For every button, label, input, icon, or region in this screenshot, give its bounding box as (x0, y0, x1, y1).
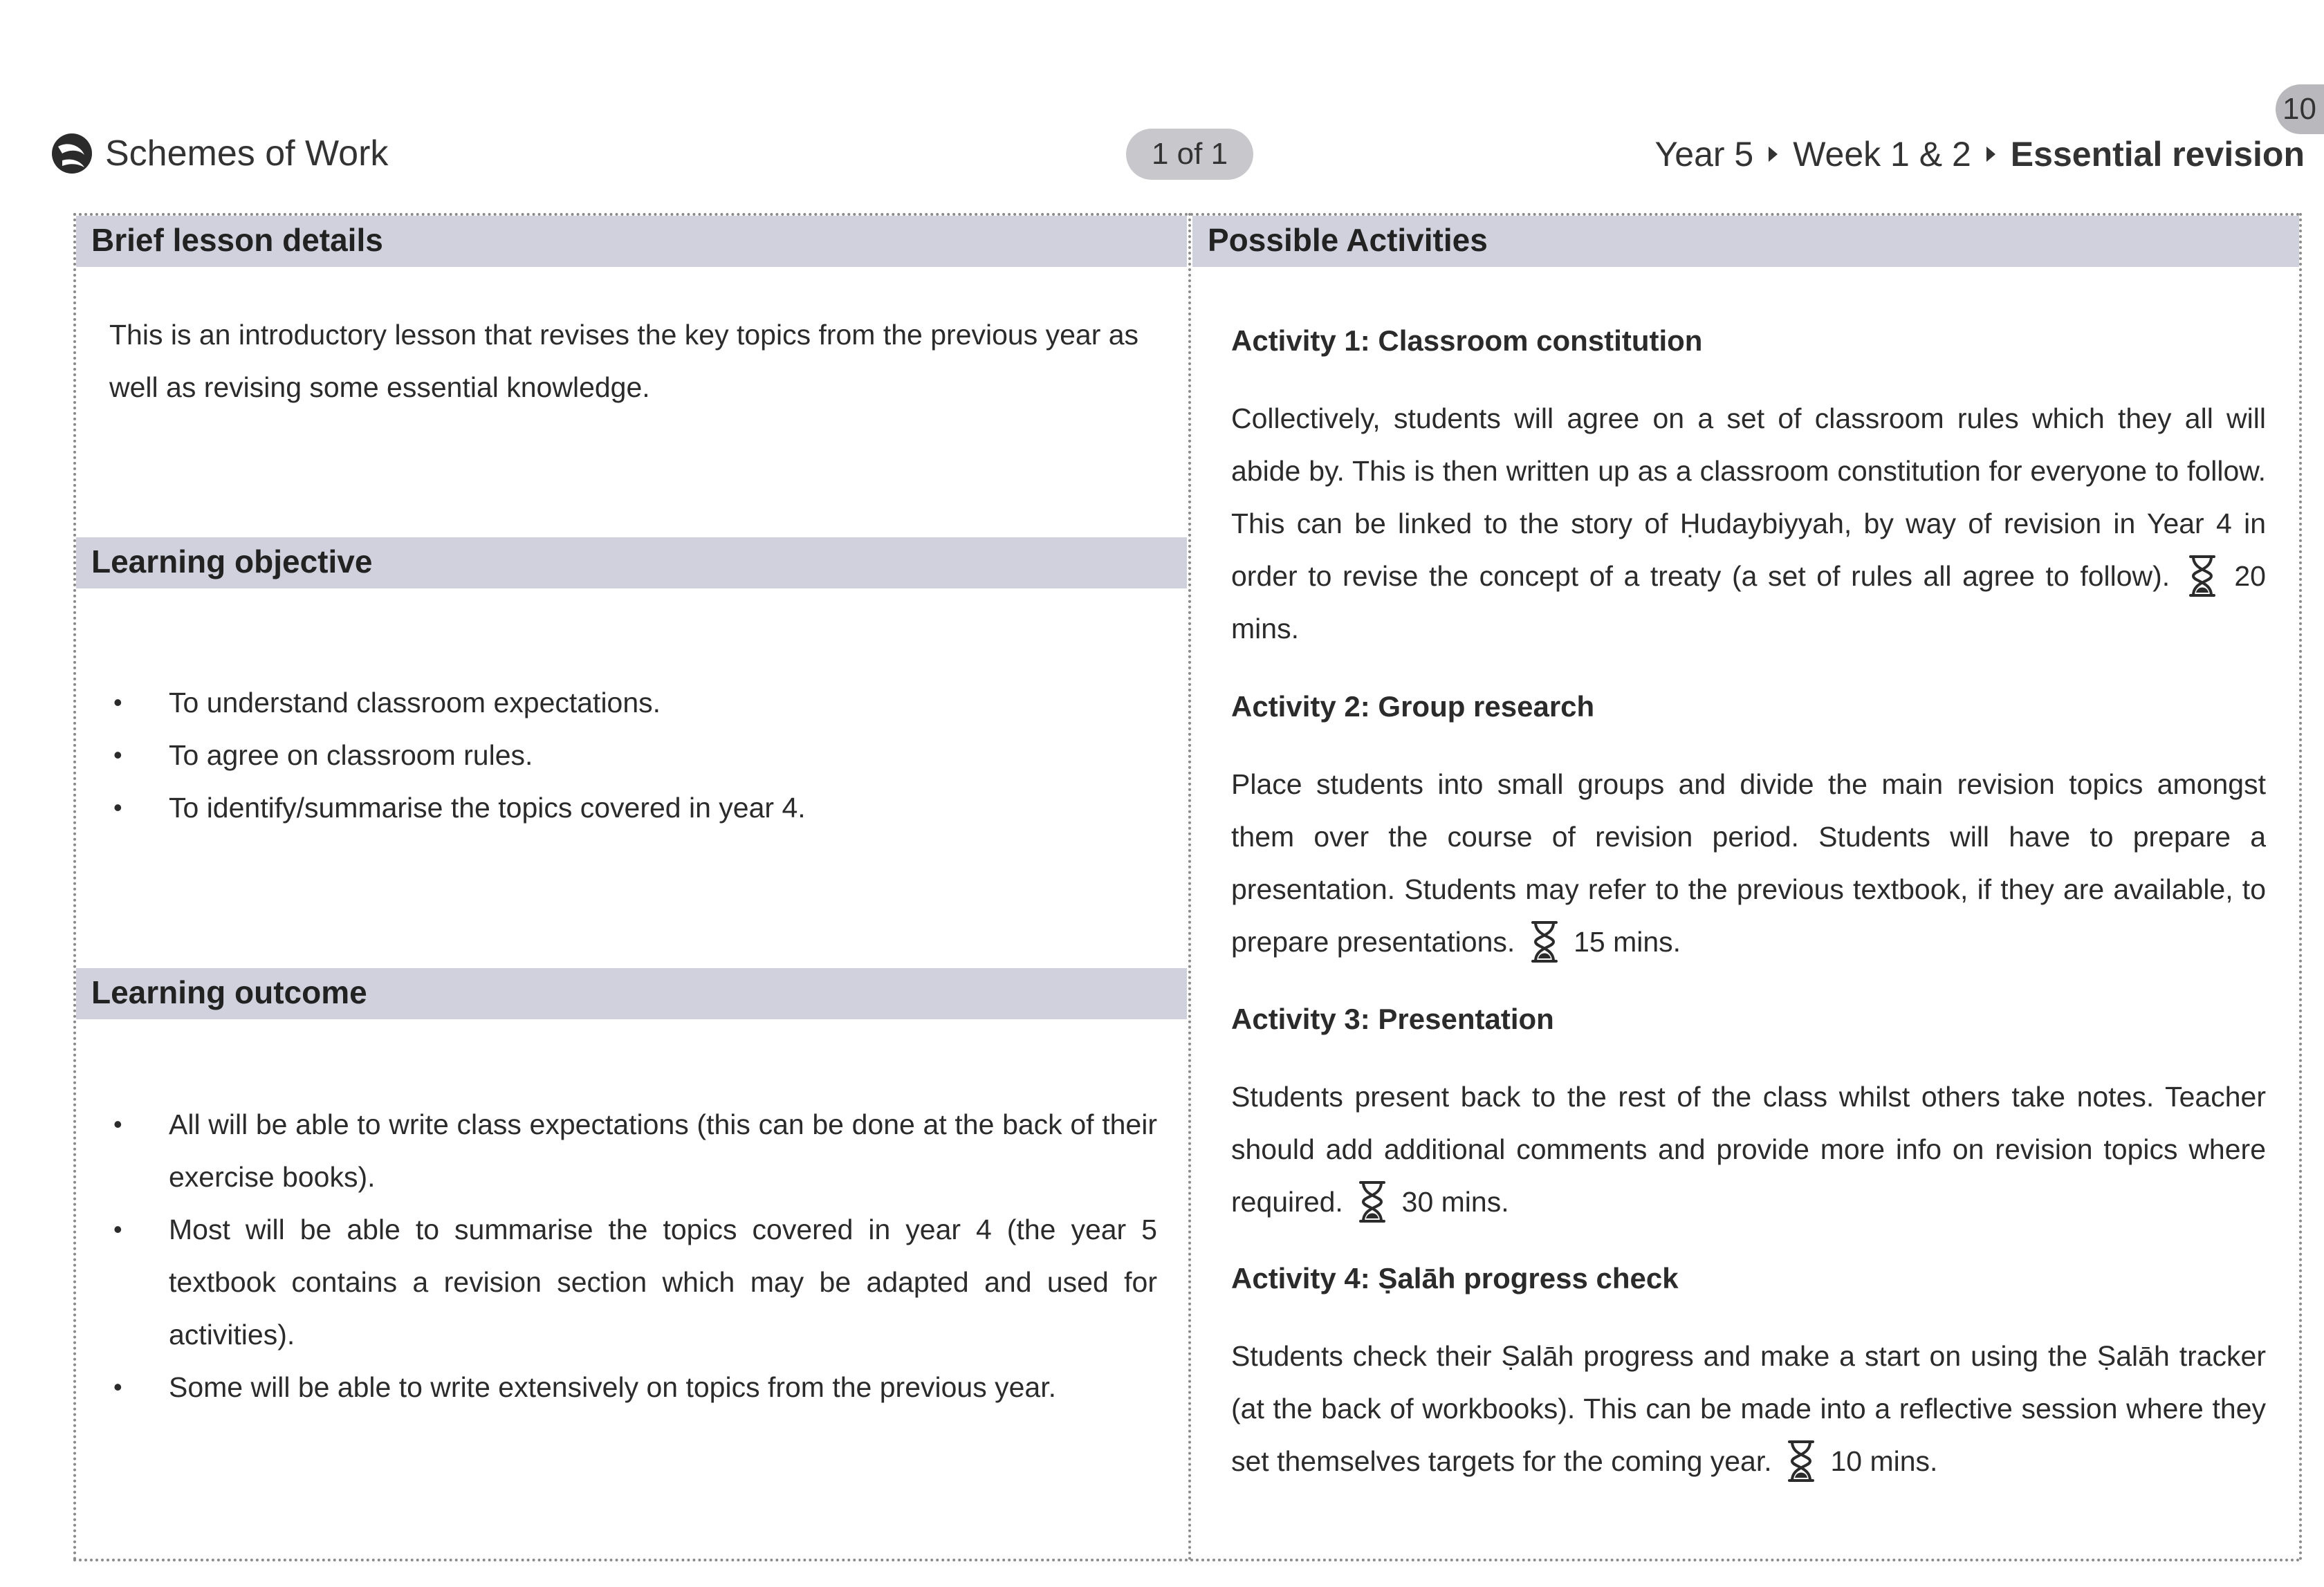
activity-1-body (1231, 392, 2266, 655)
breadcrumb-year: Year 5 (1654, 135, 1754, 174)
hourglass-icon (1356, 1176, 1388, 1228)
scheme-logo-icon (50, 131, 94, 176)
activity-3-title: Activity 3: Presentation (1231, 1003, 1554, 1035)
activity-1-time: 20 mins. (1231, 560, 2266, 644)
list-item: • To agree on classroom rules. (109, 729, 1157, 781)
activity-4-body (1231, 1330, 2266, 1487)
activity-2-title: Activity 2: Group research (1231, 690, 1595, 723)
hourglass-icon (2186, 550, 2218, 602)
brand (50, 126, 388, 181)
learning-outcome-list (109, 1098, 1157, 1413)
list-item: • To understand classroom expectations. (109, 676, 1157, 729)
activity-2-time: 15 mins. (1574, 926, 1681, 958)
column-divider (1188, 213, 1191, 1561)
list-item: • All will be able to write class expectations (this can be done at the back of their exercise books). (109, 1098, 1157, 1203)
activity-1-title: Activity 1: Classroom constitution (1231, 324, 1703, 357)
breadcrumb-topic: Essential revision (2010, 135, 2305, 174)
activity-3-text: Students present back to the rest of the class whilst others take notes. Teacher should add additional comments and provide more info on revision topics where required. (1231, 1081, 2266, 1218)
activity-2-body (1231, 758, 2266, 968)
pager-indicator: 1 of 1 (1126, 129, 1253, 180)
list-item: • Most will be able to summarise the topics covered in year 4 (the year 5 textbook contains a revision section which may be adapted and used for activities). (109, 1203, 1157, 1361)
activity-4-title: Activity 4: Ṣalāh progress check (1231, 1262, 1679, 1294)
learning-outcome-heading: Learning outcome (76, 968, 1187, 1019)
list-item: • Some will be able to write extensively on topics from the previous year. (109, 1361, 1157, 1413)
possible-activities-heading: Possible Activities (1192, 216, 2299, 267)
activity-3-body (1231, 1070, 2266, 1228)
hourglass-icon (1529, 916, 1560, 968)
activity-3-time: 30 mins. (1401, 1186, 1509, 1218)
page-number-tab: 10 (2276, 84, 2324, 134)
activity-2-text: Place students into small groups and divide the main revision topics amongst them over the course of revision period. Students will have to prepare a presentation. Students may refer to the previous textbook, if they are available, to prepare presentations. (1231, 768, 2266, 958)
breadcrumb-week: Week 1 & 2 (1793, 135, 1971, 174)
brief-lesson-heading: Brief lesson details (76, 216, 1187, 267)
list-item: • To identify/summarise the topics covered in year 4. (109, 781, 1157, 834)
learning-objective-list (109, 676, 1157, 834)
breadcrumb (1655, 129, 2305, 180)
triangle-right-icon (1986, 147, 1995, 162)
hourglass-icon (1785, 1435, 1817, 1487)
brief-lesson-text: This is an introductory lesson that revises the key topics from the previous year as well as revising some essential knowledge. (109, 319, 1139, 403)
brand-name: Schemes of Work (105, 133, 389, 174)
learning-objective-heading: Learning objective (76, 537, 1187, 588)
triangle-right-icon (1769, 147, 1778, 162)
activity-1-text: Collectively, students will agree on a set of classroom rules which they all will abide by. This is then written up as a classroom constitution for everyone to follow. This can be linked to the story of Ḥudaybiyyah, by way of revision in Year 4 in order to revise the concept of a treaty (a set of rules all agree to follow). (1231, 402, 2266, 592)
activity-4-text: Students check their Ṣalāh progress and make a start on using the Ṣalāh tracker (at the back of workbooks). This can be made into a reflective session where they set themselves targets for the coming year. (1231, 1340, 2266, 1477)
activity-4-time: 10 mins. (1830, 1445, 1938, 1477)
